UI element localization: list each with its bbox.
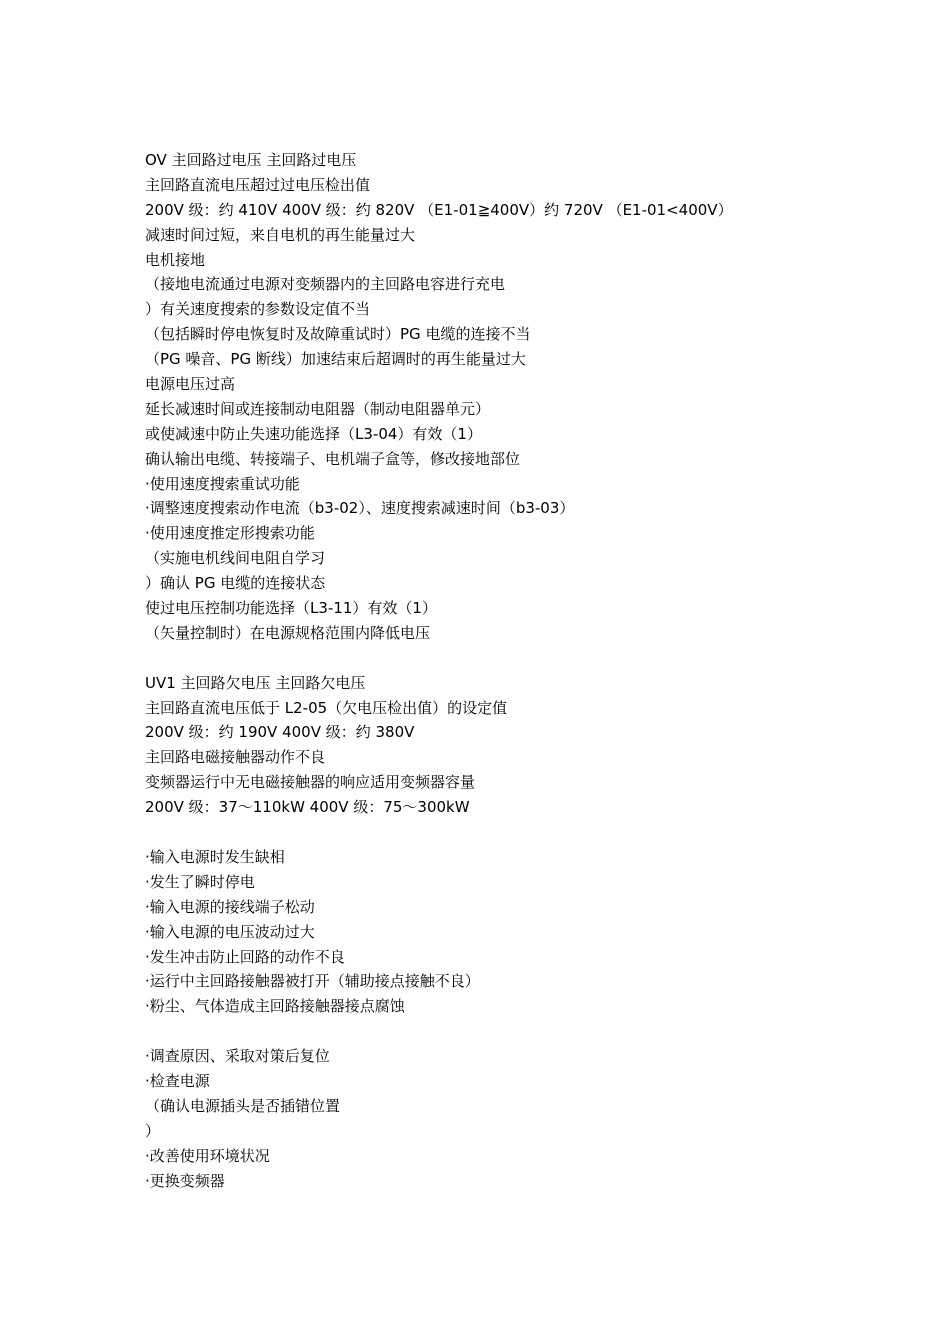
cause-item: ·输入电源的接线端子松动: [145, 897, 315, 916]
cause-item: ·粉尘、气体造成主回路接触器接点腐蚀: [145, 997, 405, 1016]
cause-item: ·输入电源的电压波动过大: [145, 922, 315, 941]
ov-line: （实施电机线间电阻自学习: [145, 549, 326, 568]
uv1-line: 主回路直流电压低于 L2-05（欠电压检出值）的设定值: [145, 698, 508, 717]
ov-line: 电源电压过高: [145, 375, 236, 394]
uv1-line: 主回路电磁接触器动作不良: [145, 748, 326, 767]
cause-item: ·发生了瞬时停电: [145, 872, 255, 891]
ov-line: 使过电压控制功能选择（L3-11）有效（1）: [145, 599, 437, 618]
ov-line: 减速时间过短，来自电机的再生能量过大: [145, 225, 416, 244]
cause-item: ·发生冲击防止回路的动作不良: [145, 947, 345, 966]
ov-line: 或使减速中防止失速功能选择（L3-04）有效（1）: [145, 424, 482, 443]
ov-heading: OV 主回路过电压 主回路过电压: [145, 151, 357, 169]
cause-item: ·运行中主回路接触器被打开（辅助接点接触不良）: [145, 972, 480, 991]
section-ov: [145, 148, 925, 646]
action-item: ）: [145, 1121, 161, 1140]
ov-line: 主回路直流电压超过过电压检出值: [145, 175, 371, 194]
paragraph-spacer: [145, 820, 925, 845]
section-causes: [145, 845, 925, 1019]
action-item: （确认电源插头是否插错位置: [145, 1096, 341, 1115]
ov-line: ·使用速度推定形搜索功能: [145, 524, 315, 543]
ov-line: （包括瞬时停电恢复时及故障重试时）PG 电缆的连接不当: [145, 325, 531, 344]
ov-line: 确认输出电缆、转接端子、电机端子盒等，修改接地部位: [145, 449, 521, 468]
action-item: ·改善使用环境状况: [145, 1146, 270, 1165]
document-body: [145, 148, 925, 1193]
section-uv1: [145, 671, 925, 820]
uv1-line: 变频器运行中无电磁接触器的响应适用变频器容量: [145, 773, 476, 792]
ov-line: ）有关速度搜索的参数设定值不当: [145, 300, 371, 319]
paragraph-spacer: [145, 646, 925, 671]
section-actions: [145, 1044, 925, 1193]
ov-line: 延长减速时间或连接制动电阻器（制动电阻器单元）: [145, 399, 491, 418]
ov-line: ）确认 PG 电缆的连接状态: [145, 574, 326, 593]
ov-line: （矢量控制时）在电源规格范围内降低电压: [145, 623, 431, 642]
ov-line: （PG 噪音、PG 断线）加速结束后超调时的再生能量过大: [145, 350, 526, 369]
uv1-heading: UV1 主回路欠电压 主回路欠电压: [145, 673, 366, 692]
action-item: ·更换变频器: [145, 1171, 225, 1190]
action-item: ·检查电源: [145, 1071, 210, 1090]
cause-item: ·输入电源时发生缺相: [145, 847, 285, 866]
ov-line: 200V 级：约 410V 400V 级：约 820V （E1-01≧400V）约 720V （E1-01<400V）: [145, 200, 733, 219]
ov-line: （接地电流通过电源对变频器内的主回路电容进行充电: [145, 275, 506, 294]
uv1-line: 200V 级：37～110kW 400V 级：75～300kW: [145, 798, 470, 817]
action-item: ·调查原因、采取对策后复位: [145, 1047, 330, 1066]
ov-line: ·调整速度搜索动作电流（b3-02）、速度搜索减速时间（b3-03）: [145, 499, 575, 518]
uv1-line: 200V 级：约 190V 400V 级：约 380V: [145, 723, 415, 742]
ov-line: ·使用速度搜索重试功能: [145, 474, 300, 493]
paragraph-spacer: [145, 1019, 925, 1044]
ov-line: 电机接地: [145, 250, 206, 269]
